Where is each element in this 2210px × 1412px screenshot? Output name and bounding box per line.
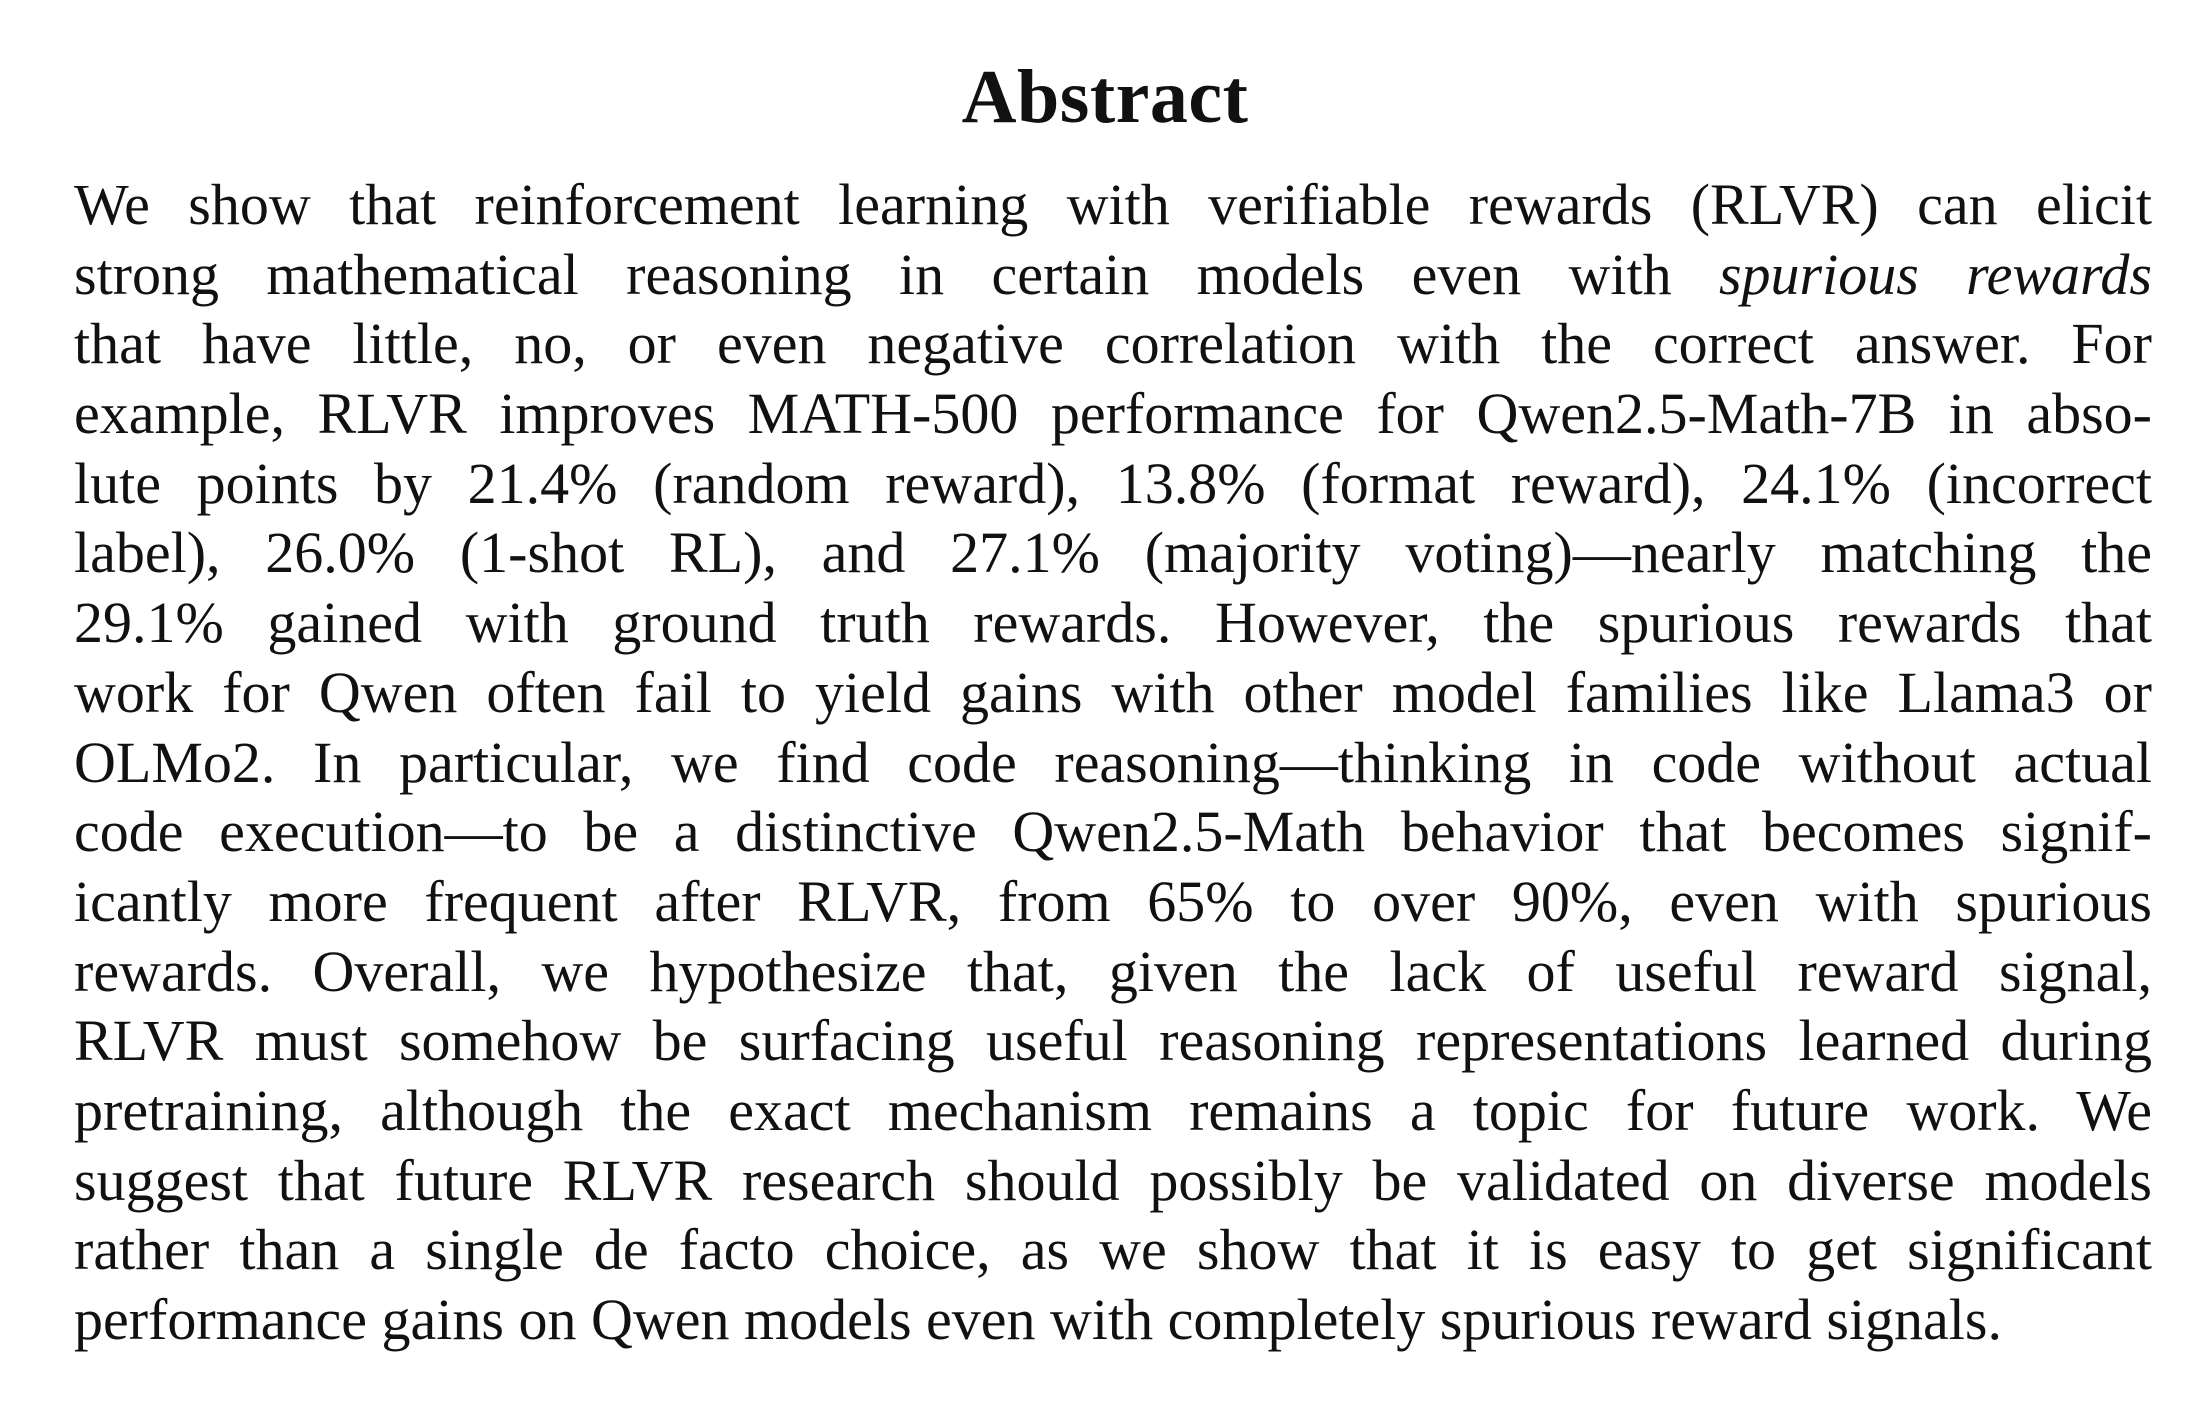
abstract-text: example, RLVR improves MATH-500 performance for Qwen2.5-Math-7B in abso- xyxy=(74,381,2152,447)
abstract-text: suggest that future RLVR research should possibly be validated on diverse models xyxy=(74,1147,2152,1213)
abstract-line xyxy=(74,240,2152,310)
abstract-body xyxy=(74,170,2152,1355)
abstract-text: lute points by 21.4% (random reward), 13.8% (format reward), 24.1% (incorrect xyxy=(74,450,2152,516)
abstract-line xyxy=(74,170,2152,240)
abstract-line xyxy=(74,309,2152,379)
abstract-line xyxy=(74,728,2152,798)
abstract-line xyxy=(74,797,2152,867)
abstract-line xyxy=(74,449,2152,519)
abstract-line xyxy=(74,1076,2152,1146)
abstract-line xyxy=(74,867,2152,937)
abstract-line xyxy=(74,1006,2152,1076)
abstract-text: rather than a single de facto choice, as we show that it is easy to get significant xyxy=(74,1217,2152,1283)
abstract-text: strong mathematical reasoning in certain models even with xyxy=(74,241,1719,307)
abstract-line xyxy=(74,937,2152,1007)
abstract-line xyxy=(74,1146,2152,1216)
abstract-text: code execution—to be a distinctive Qwen2.5-Math behavior that becomes signif- xyxy=(74,799,2152,865)
abstract-text: performance gains on Qwen models even with completely spurious reward signals. xyxy=(74,1287,2002,1352)
abstract-line xyxy=(74,518,2152,588)
abstract-text: We show that reinforcement learning with verifiable rewards (RLVR) can elicit xyxy=(74,172,2152,237)
abstract-line xyxy=(74,588,2152,658)
abstract-line xyxy=(74,379,2152,449)
abstract-text: label), 26.0% (1-shot RL), and 27.1% (majority voting)—nearly matching the xyxy=(74,520,2152,586)
abstract-text: icantly more frequent after RLVR, from 65% to over 90%, even with spurious xyxy=(74,868,2152,934)
abstract-text: 29.1% gained with ground truth rewards. However, the spurious rewards that xyxy=(74,590,2152,656)
abstract-text: pretraining, although the exact mechanism remains a topic for future work. We xyxy=(74,1077,2152,1143)
abstract-text: rewards. Overall, we hypothesize that, given the lack of useful reward signal, xyxy=(74,938,2152,1004)
abstract-text: OLMo2. In particular, we find code reasoning—thinking in code without actual xyxy=(74,729,2152,795)
abstract-text: work for Qwen often fail to yield gains with other model families like Llama3 or xyxy=(74,659,2152,725)
abstract-text: that have little, no, or even negative correlation with the correct answer. For xyxy=(74,311,2152,377)
abstract-heading: Abstract xyxy=(961,55,1249,139)
emphasized-term: spurious rewards xyxy=(1718,241,2152,307)
abstract-text: RLVR must somehow be surfacing useful reasoning representations learned during xyxy=(74,1008,2152,1074)
abstract-line xyxy=(74,1215,2152,1285)
abstract-line xyxy=(74,1285,2152,1355)
abstract-line xyxy=(74,658,2152,728)
